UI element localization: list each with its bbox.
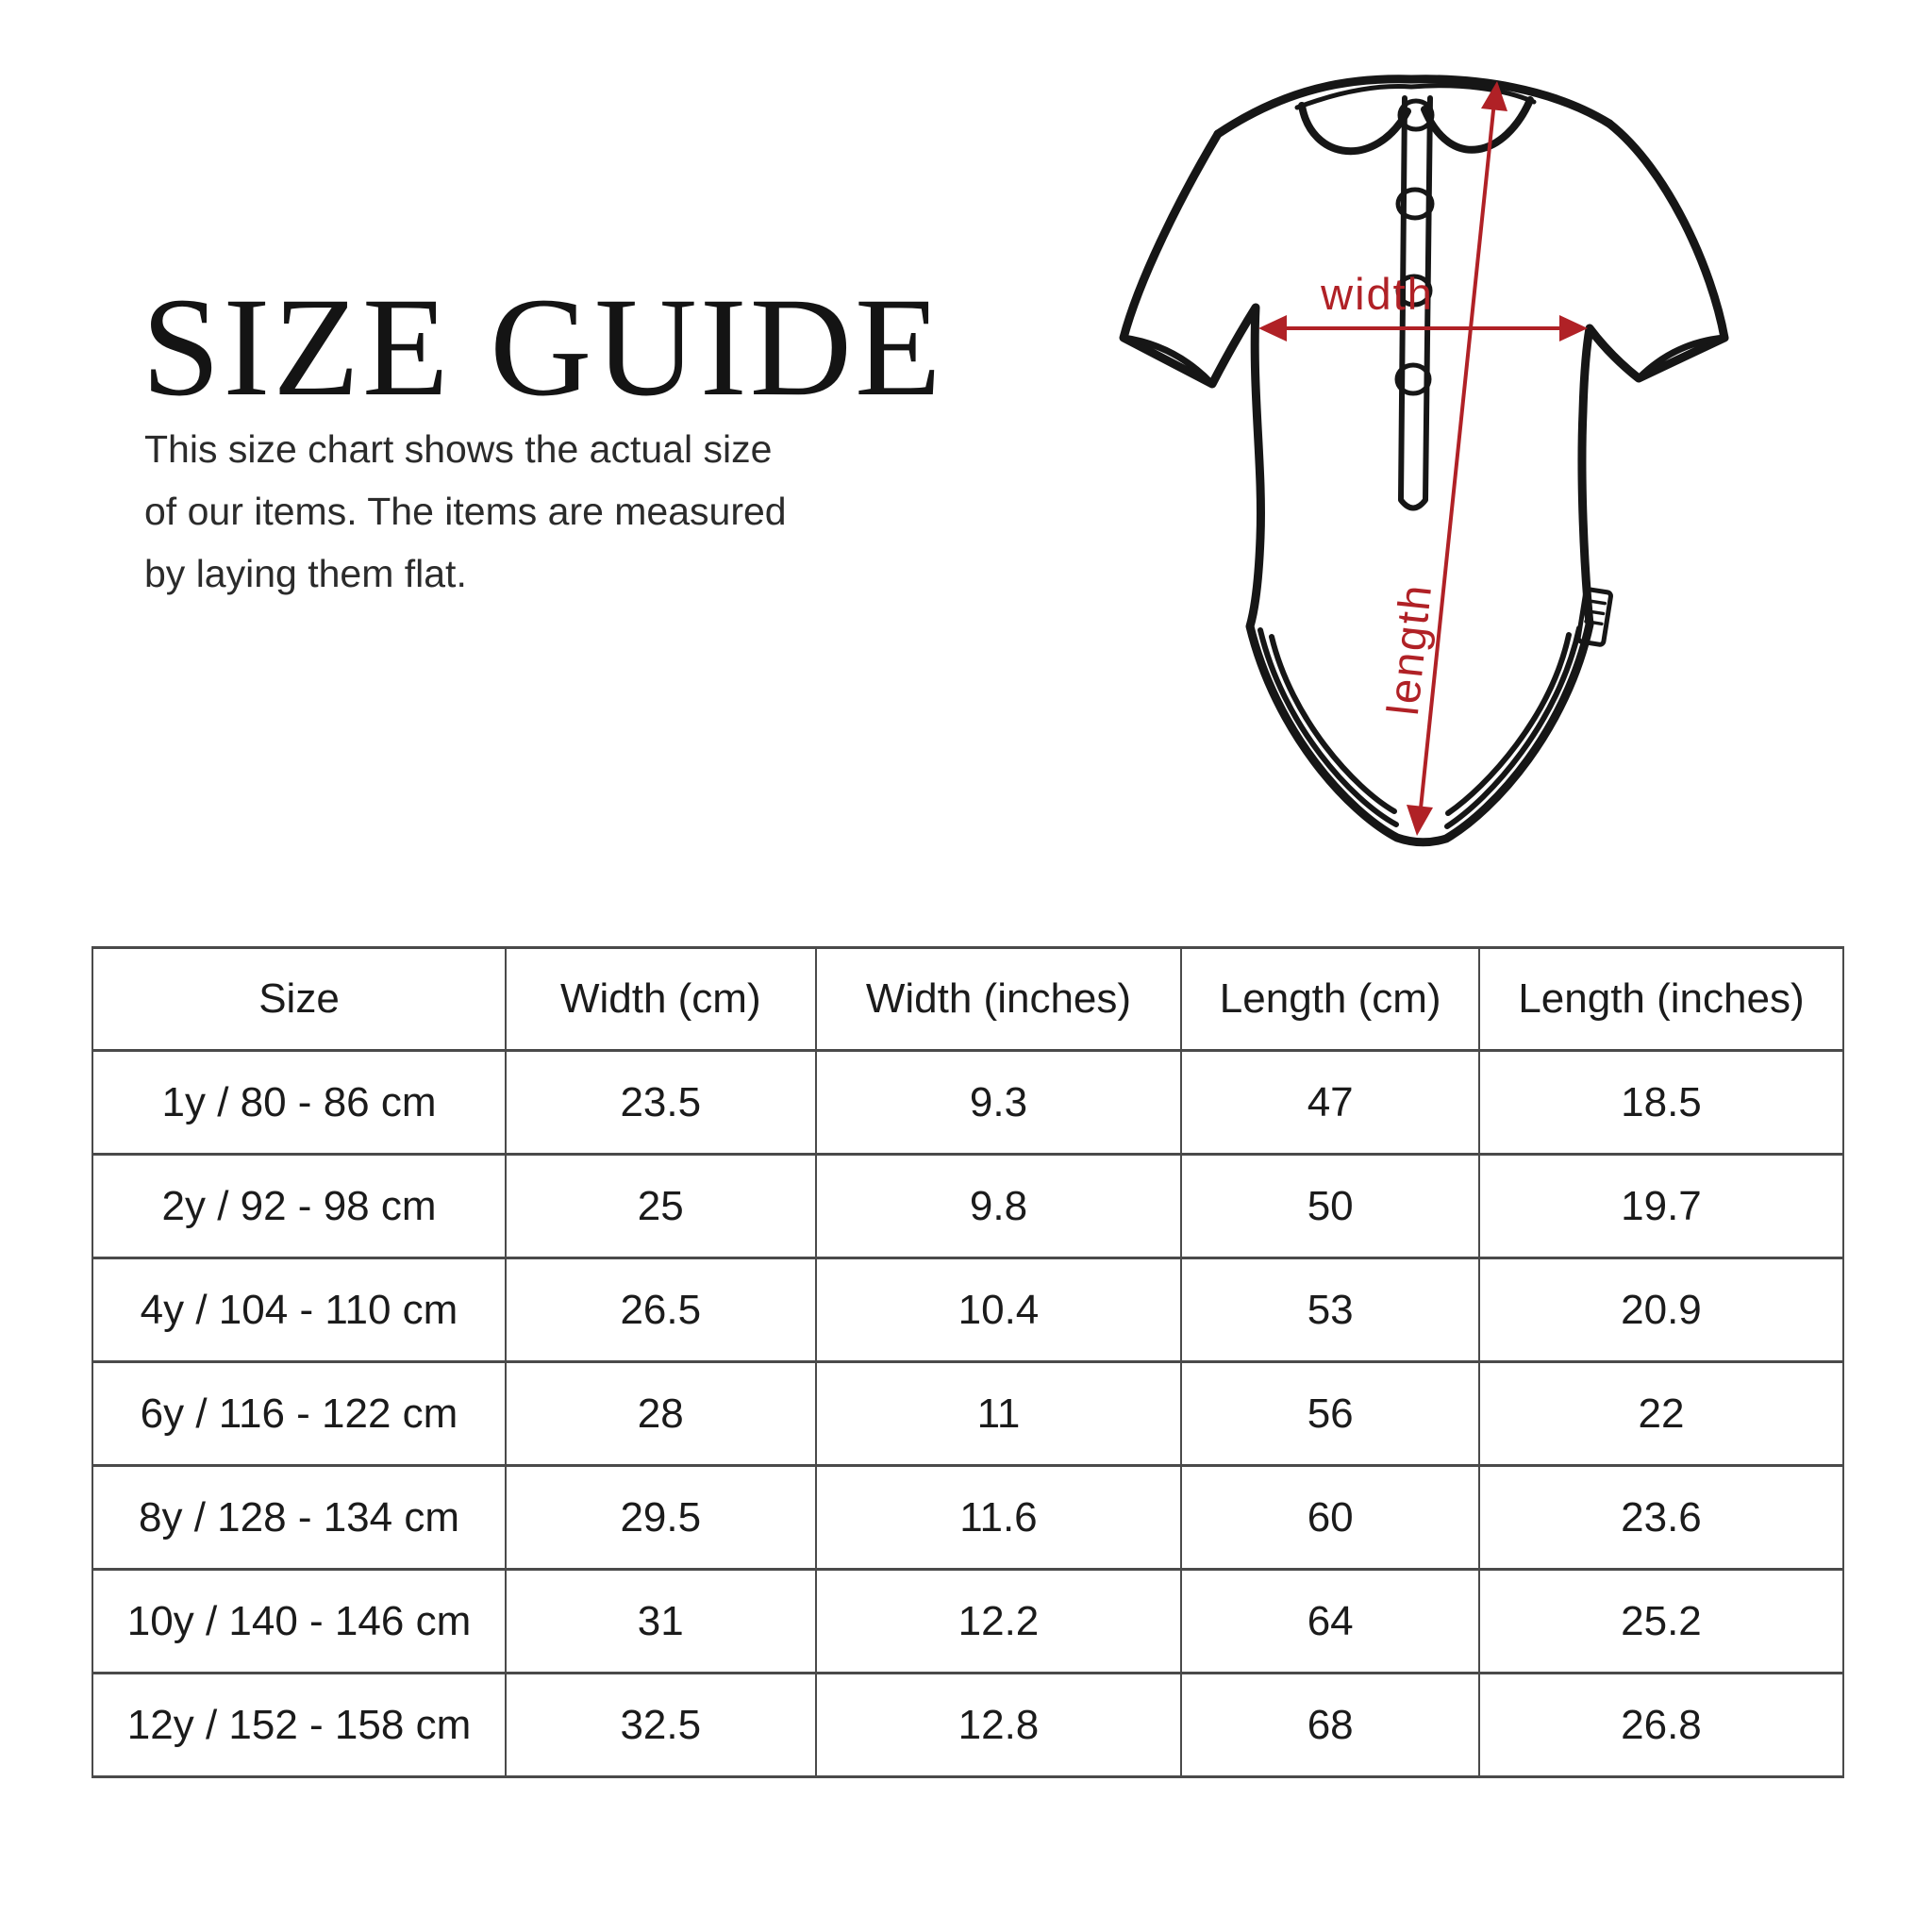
width-cm-cell: 25 [506,1155,816,1258]
length-cm-cell: 64 [1181,1570,1479,1674]
size-cell: 2y / 92 - 98 cm [92,1155,506,1258]
size-cell: 10y / 140 - 146 cm [92,1570,506,1674]
length-cm-cell: 60 [1181,1466,1479,1570]
width-inches-cell: 12.8 [816,1674,1182,1777]
length-inches-cell: 26.8 [1479,1674,1843,1777]
width-inches-cell: 10.4 [816,1258,1182,1362]
column-header-length-cm: Length (cm) [1181,948,1479,1051]
length-label: length [1376,580,1441,718]
length-inches-cell: 18.5 [1479,1051,1843,1155]
table-row [92,1051,1843,1155]
width-cm-cell: 31 [506,1570,816,1674]
table-row [92,1466,1843,1570]
size-cell: 8y / 128 - 134 cm [92,1466,506,1570]
length-cm-cell: 53 [1181,1258,1479,1362]
width-cm-cell: 23.5 [506,1051,816,1155]
length-inches-cell: 20.9 [1479,1258,1843,1362]
size-cell: 12y / 152 - 158 cm [92,1674,506,1777]
width-label: width [1321,269,1434,319]
column-header-length-inches: Length (inches) [1479,948,1843,1051]
column-header-width-cm: Width (cm) [506,948,816,1051]
page-title: SIZE GUIDE [142,268,944,425]
collar-left-scallop [1302,106,1407,151]
table-row [92,1362,1843,1466]
length-inches-cell: 19.7 [1479,1155,1843,1258]
length-arrow [1407,81,1507,836]
left-leg-binding [1260,630,1396,824]
table-header-row [92,948,1843,1051]
size-cell: 6y / 116 - 122 cm [92,1362,506,1466]
table-row [92,1155,1843,1258]
width-inches-cell: 11.6 [816,1466,1182,1570]
collar-right-scallop [1424,100,1530,150]
table-row [92,1674,1843,1777]
width-cm-cell: 28 [506,1362,816,1466]
width-arrow [1258,315,1588,341]
table-row [92,1570,1843,1674]
width-inches-cell: 9.3 [816,1051,1182,1155]
width-cm-cell: 32.5 [506,1674,816,1777]
length-cm-cell: 50 [1181,1155,1479,1258]
size-cell: 1y / 80 - 86 cm [92,1051,506,1155]
width-inches-cell: 9.8 [816,1155,1182,1258]
bodysuit-diagram [1064,36,1783,868]
column-header-width-inches: Width (inches) [816,948,1182,1051]
length-inches-cell: 22 [1479,1362,1843,1466]
size-cell: 4y / 104 - 110 cm [92,1258,506,1362]
width-cm-cell: 29.5 [506,1466,816,1570]
width-cm-cell: 26.5 [506,1258,816,1362]
length-cm-cell: 56 [1181,1362,1479,1466]
right-leg-binding [1447,628,1579,826]
length-inches-cell: 23.6 [1479,1466,1843,1570]
page-description: This size chart shows the actual size of our items. The items are measured by laying them flat. [144,427,787,595]
size-table [92,946,1844,1778]
table-row [92,1258,1843,1362]
width-inches-cell: 11 [816,1362,1182,1466]
length-inches-cell: 25.2 [1479,1570,1843,1674]
length-cm-cell: 47 [1181,1051,1479,1155]
length-cm-cell: 68 [1181,1674,1479,1777]
width-inches-cell: 12.2 [816,1570,1182,1674]
column-header-size: Size [92,948,506,1051]
